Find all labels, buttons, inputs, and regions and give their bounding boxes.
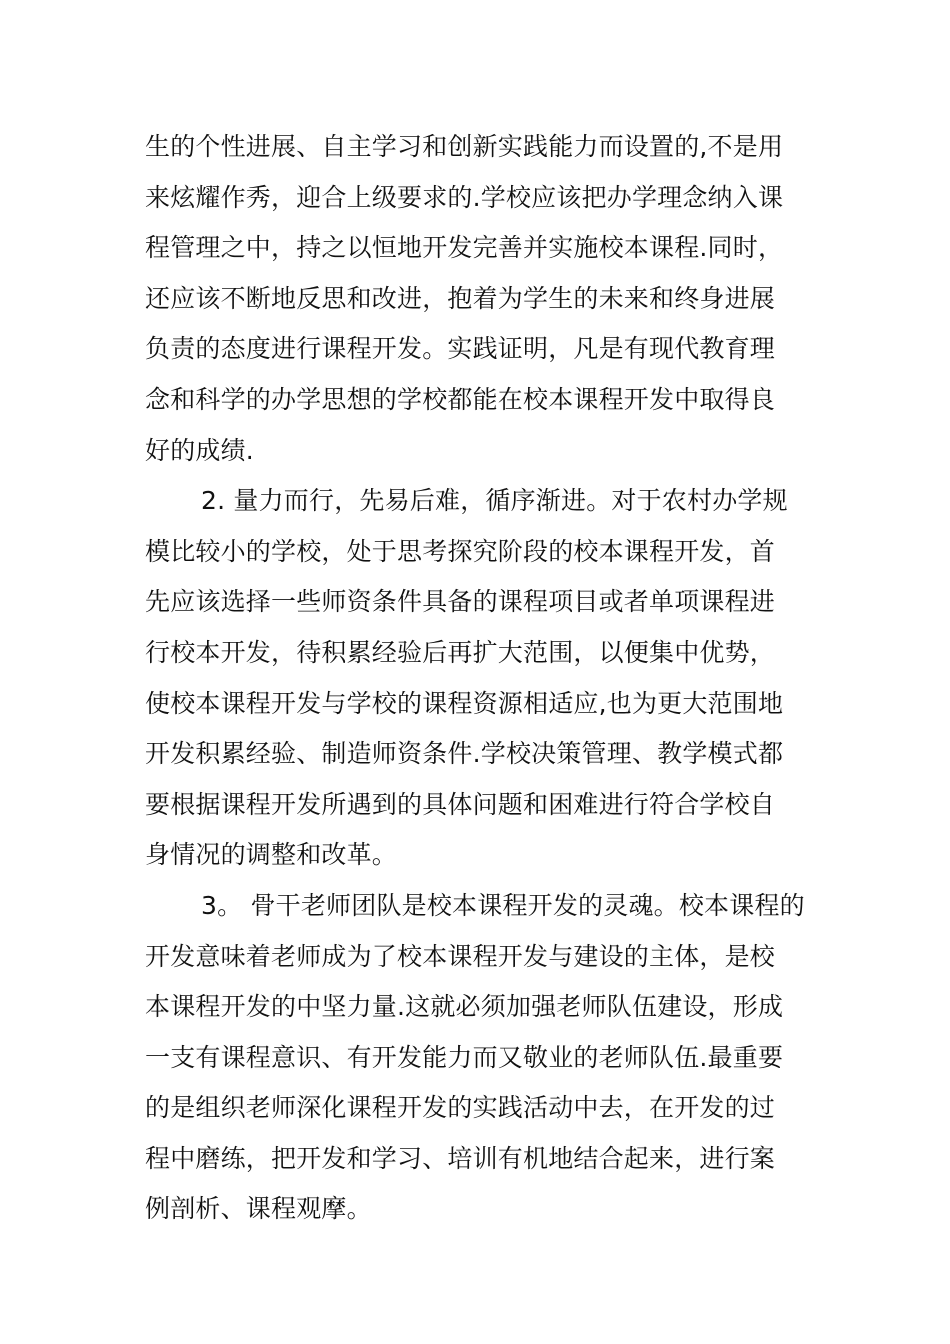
paragraph-1 bbox=[145, 126, 825, 480]
paragraph-line: 使校本课程开发与学校的课程资源相适应,也为更大范围地 bbox=[145, 688, 784, 718]
paragraph-3 bbox=[145, 885, 825, 1239]
paragraph-line: 好的成绩. bbox=[145, 435, 254, 465]
paragraph-line: 本课程开发的中坚力量.这就必须加强老师队伍建设，形成 bbox=[145, 992, 784, 1022]
paragraph-line: 身情况的调整和改革。 bbox=[145, 840, 398, 870]
paragraph-line: 先应该选择一些师资条件具备的课程项目或者单项课程进 bbox=[145, 587, 776, 617]
paragraph-line: 例剖析、课程观摩。 bbox=[145, 1194, 372, 1224]
paragraph-line: 开发积累经验、制造师资条件.学校决策管理、教学模式都 bbox=[145, 739, 784, 769]
paragraph-line: 负责的态度进行课程开发。实践证明，凡是有现代教育理 bbox=[145, 334, 776, 364]
paragraph-2 bbox=[145, 480, 825, 885]
paragraph-line: 程管理之中，持之以恒地开发完善并实施校本课程.同时， bbox=[145, 233, 784, 263]
paragraph-line: 生的个性进展、自主学习和创新实践能力而设置的,不是用 bbox=[145, 132, 784, 161]
paragraph-line: 要根据课程开发所遇到的具体问题和困难进行符合学校自 bbox=[145, 789, 776, 819]
paragraph-line: 还应该不断地反思和改进，抱着为学生的未来和终身进展 bbox=[145, 283, 776, 313]
paragraph-line: 一支有课程意识、有开发能力而又敬业的老师队伍.最重要 bbox=[145, 1042, 784, 1072]
paragraph-line: 模比较小的学校，处于思考探究阶段的校本课程开发，首 bbox=[145, 536, 776, 566]
paragraph-line: 3。 骨干老师团队是校本课程开发的灵魂。校本课程的 bbox=[201, 890, 805, 920]
paragraph-line: 念和科学的办学思想的学校都能在校本课程开发中取得良 bbox=[145, 384, 776, 414]
paragraph-line: 2. 量力而行，先易后难，循序渐进。对于农村办学规 bbox=[201, 486, 788, 516]
paragraph-line: 来炫耀作秀，迎合上级要求的.学校应该把办学理念纳入课 bbox=[145, 182, 784, 212]
document-body bbox=[145, 126, 825, 1239]
paragraph-line: 开发意味着老师成为了校本课程开发与建设的主体，是校 bbox=[145, 941, 776, 971]
paragraph-line: 程中磨练，把开发和学习、培训有机地结合起来，进行案 bbox=[145, 1143, 776, 1173]
paragraph-line: 行校本开发，待积累经验后再扩大范围，以便集中优势， bbox=[145, 637, 776, 667]
paragraph-line: 的是组织老师深化课程开发的实践活动中去，在开发的过 bbox=[145, 1093, 776, 1123]
